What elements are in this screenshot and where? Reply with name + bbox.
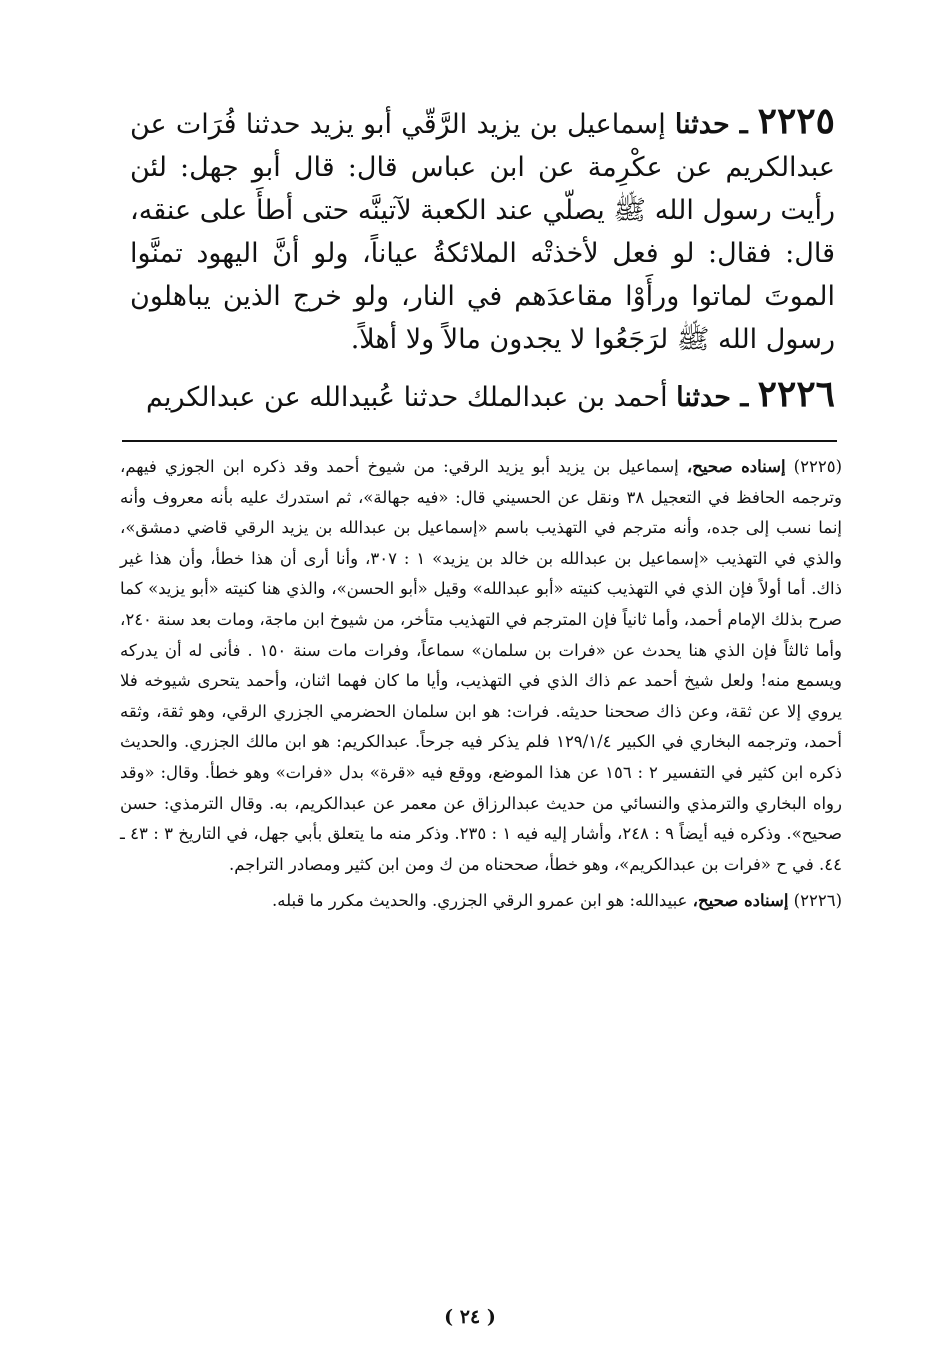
hadith-separator: ـ — [729, 109, 758, 140]
hadith-keyword: حدثنا — [674, 109, 730, 140]
footnote-number: (٢٢٢٦) — [788, 891, 842, 911]
main-text — [130, 100, 835, 419]
hadith-2225 — [130, 100, 835, 361]
hadith-separator: ـ — [730, 382, 758, 413]
page-number: ( ٢٤ ) — [444, 1306, 496, 1328]
footnote-text: عبيدالله: هو ابن عمرو الرقي الجزري. والحديث مكرر ما قبله. — [271, 891, 693, 911]
footnote-verdict: إسناده صحيح، — [692, 891, 789, 911]
footnote-verdict: إسناده صحيح، — [686, 457, 786, 476]
hadith-number: ٢٢٢٦ — [757, 373, 835, 415]
footnote-2226 — [120, 886, 842, 917]
footnote-2225 — [120, 452, 842, 880]
footnote-text: إسماعيل بن يزيد أبو يزيد الرقي: من شيوخ أحمد وقد ذكره ابن الجوزي فيهم، وترجمه الحافظ في التعجيل ٣٨ ونقل عن الحسيني قال: «فيه جهالة»، ثم استدرك عليه بأنه معروف وأنه إنما نسب إلى جده، وأنه مترجم في التهذيب باسم «إسماعيل بن عبدالله بن يزيد الرقي قاضي دمشق»، والذي في التهذيب «إسماعيل بن عبدالله بن خالد بن يزيد» ١ : ٣٠٧، وأنا أرى أن هذا خطأ، وأن هذا غير ذاك. أما أولاً فإن الذي في التهذيب كنيته «أبو عبدالله» وقيل «أبو الحسن»، والذي هنا كنيته «أبو يزيد» كما صرح بذلك الإمام أحمد، وأما ثانياً فإن المترجم في التهذيب متأخر، من شيوخ ابن ماجة، ومات بعد سنة ٢٤٠، وأما ثالثاً فإن الذي هنا يحدث عن «فرات بن سلمان» سماعاً، وفرات مات سنة ١٥٠ . فأنى له أن يدركه ويسمع منه! ولعل شيخ أحمد عم ذاك الذي في التهذيب، وأيا ما كان فهما اثنان، وأحمد يتحرى شيوخه فلا يروي إلا عن ثقة، وعن ذاك صححنا حديثه. فرات: هو ابن سلمان الحضرمي الجزري الرقي، وهو ثقة، وثقه أحمد، وترجمه البخاري في الكبير ١٢٩/١/٤ فلم يذكر فيه جرحاً. عبدالكريم: هو ابن مالك الجزري. والحديث ذكره ابن كثير في التفسير ٢ : ١٥٦ عن هذا الموضع، ووقع فيه «قرة» بدل «فرات» وهو خطأ. وقال: «وقد رواه البخاري والترمذي والنسائي من حديث عبدالرزاق عن معمر عن عبدالكريم، به. وقال الترمذي: حسن صحيح». وذكره فيه أيضاً ٩ : ٢٤٨، وأشار إليه فيه ١ : ٢٣٥. وذكر منه ما يتعلق بأبي جهل، في التاريخ ٣ : ٤٣ ـ ٤٤. في ح «فرات بن عبدالكريم»، وهو خطأ، صححناه من ك ومن ابن كثير ومصادر التراجم. — [120, 457, 842, 874]
hadith-2226 — [130, 373, 835, 419]
hadith-keyword: حدثنا — [676, 382, 731, 413]
hadith-text: أحمد بن عبدالملك حدثنا عُبيدالله عن عبدالكريم — [146, 382, 677, 413]
hadith-number: ٢٢٢٥ — [757, 100, 835, 142]
footnote-divider — [122, 440, 837, 442]
hadith-text: إسماعيل بن يزيد الرَّقّي أبو يزيد حدثنا فُرَات عن عبدالكريم عن عكْرِمة عن ابن عباس قال: قال أبو جهل: لئن رأيت رسول الله ﷺ يصلّي عند الكعبة لآتينَّه حتى أطأَ على عنقه، قال: فقال: لو فعل لأخذتْه الملائكةُ عياناً، ولو أنَّ اليهود تمنَّوا الموتَ لماتوا ورأَوْا مقاعدَهم في النار، ولو خرج الذين يباهلون رسول الله ﷺ لرَجَعُوا لا يجدون مالاً ولا أهلاً. — [130, 109, 835, 355]
footnote-number: (٢٢٢٥) — [785, 457, 843, 476]
footnotes — [120, 452, 842, 917]
